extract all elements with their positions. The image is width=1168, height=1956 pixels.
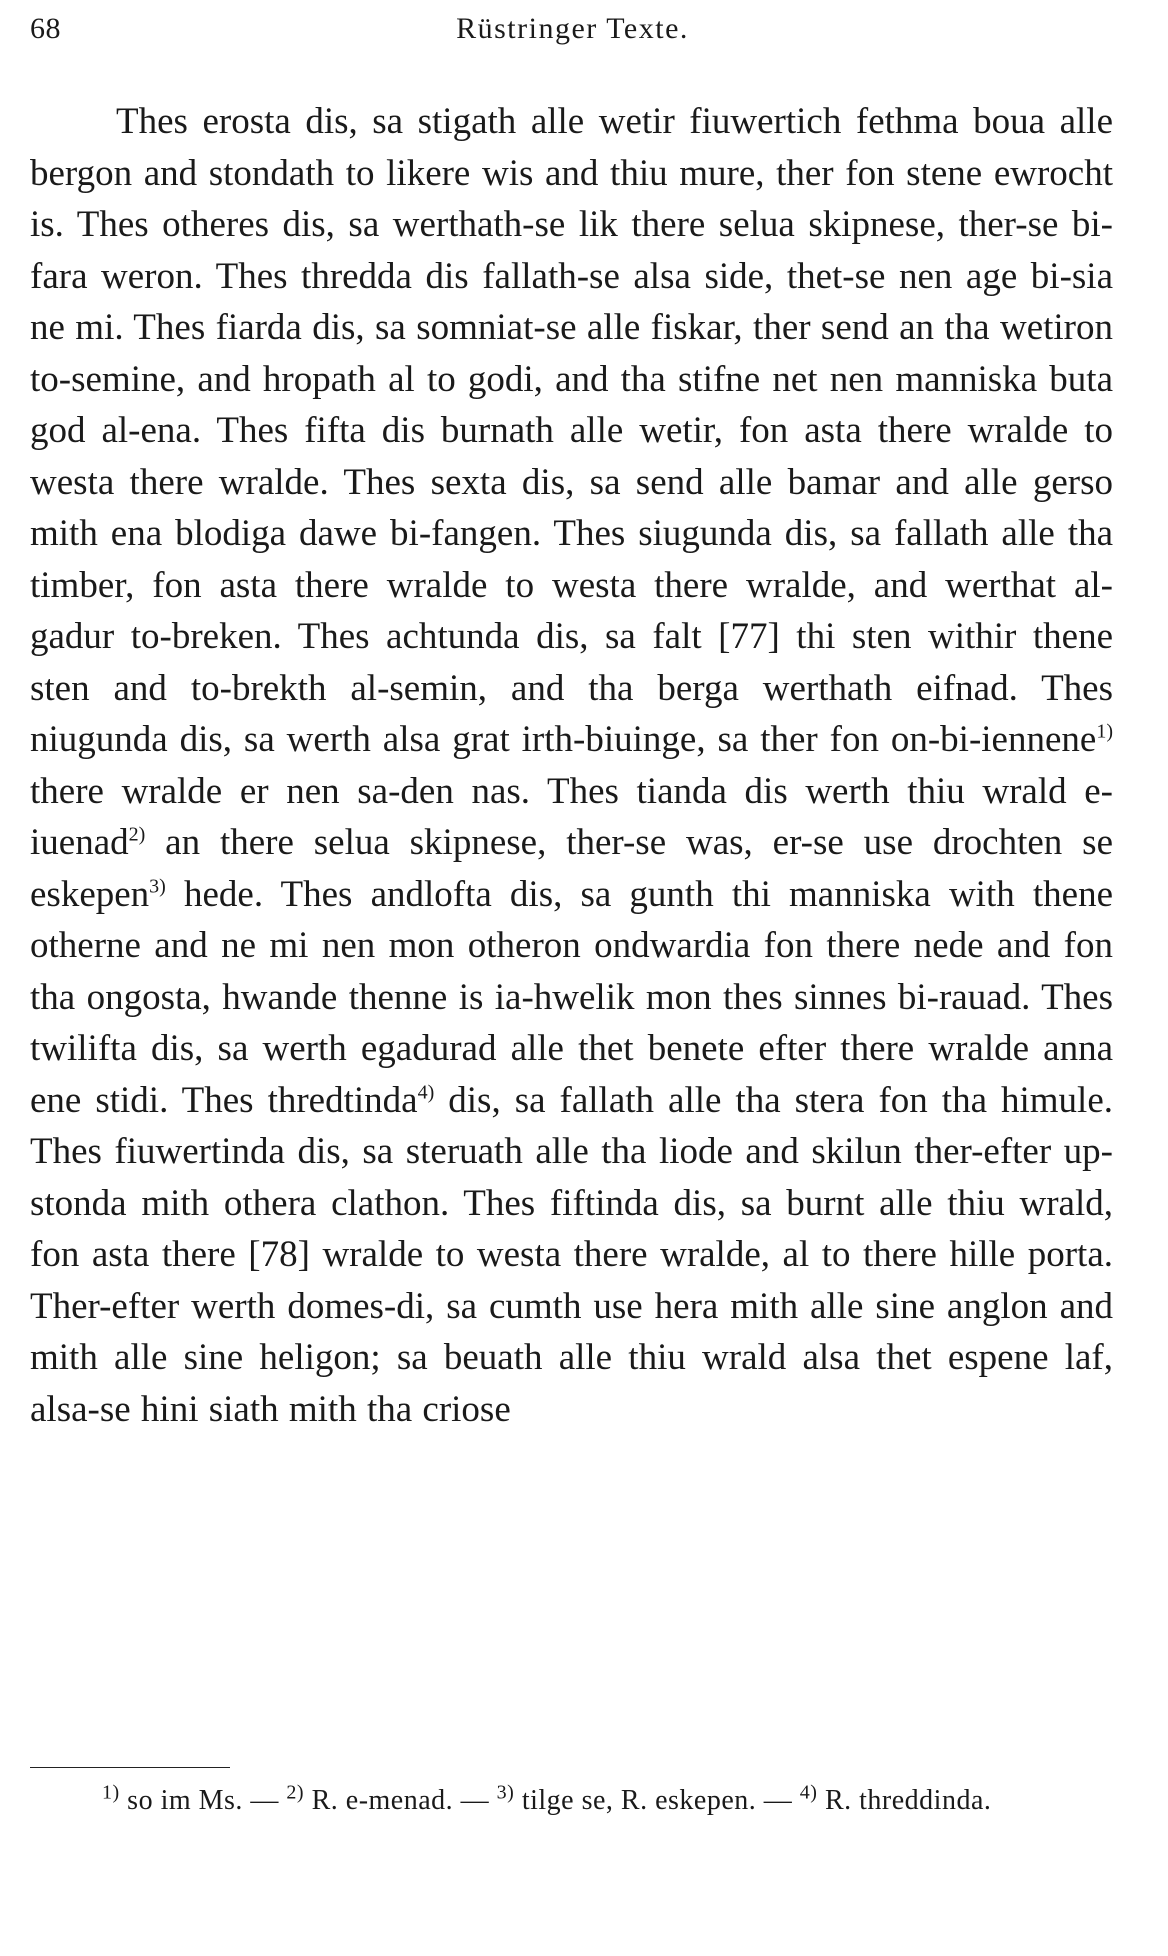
footnote-text: R. threddinda. xyxy=(817,1785,992,1816)
footnote-marker: 4) xyxy=(417,1081,435,1104)
footnote-text: tilge se, R. eskepen. — xyxy=(514,1785,800,1816)
footnote-text: R. e-menad. — xyxy=(304,1785,497,1816)
text-run: an there selua skipnese, ther-se was, er-se use drochten se eskepen xyxy=(30,822,1113,915)
footnote-number: 2) xyxy=(286,1781,305,1804)
footnote-text: so im Ms. — xyxy=(119,1785,287,1816)
footnote-marker: 1) xyxy=(1096,720,1113,743)
footnotes xyxy=(30,1780,1113,1822)
footnote-number: 1) xyxy=(102,1781,120,1804)
footnote-number: 4) xyxy=(799,1781,818,1804)
footnote-marker: 3) xyxy=(149,875,166,898)
body-paragraph xyxy=(30,96,1113,1435)
page-number: 68 xyxy=(30,12,61,45)
footnote-marker: 2) xyxy=(128,823,146,846)
text-run: there wralde er nen sa-den nas. Thes tianda dis werth thiu wrald e-iuenad xyxy=(30,770,1113,863)
text-run: Thes erosta dis, sa stigath alle wetir fiuwertich fethma boua alle bergon and stondath to likere wis and thiu mure, ther fon stene ewrocht is. Thes otheres dis, sa werthath-se lik there selua skipnese, ther-se bi-fara weron. Thes thredda dis fallath-se alsa side, thet-se nen age bi-sia ne mi. Thes fiarda dis, sa somniat-se alle fiskar, ther send an tha wetiron to-semine, and hropath al to godi, and tha stifne net nen manniska buta god al-ena. Thes fifta dis burnath alle wetir, fon asta there wralde to westa there wralde. Thes sexta dis, sa send alle bamar and alle gerso mith ena blodiga dawe bi-fangen. Thes siugunda dis, sa fallath alle tha timber, fon asta there wralde to westa there wralde, and werthat al-gadur to-breken. Thes achtunda dis, sa falt [77] thi sten withir thene sten and to-brekth al-semin, and tha berga werthath eifnad. Thes niugunda dis, sa werth alsa grat irth-biuinge, sa ther fon on-bi-iennene xyxy=(30,101,1113,760)
page-header xyxy=(30,12,1115,52)
text-run: dis, sa fallath alle tha stera fon tha himule. Thes fiuwertinda dis, sa steruath alle tha liode and skilun ther-efter up-stonda mith othera clathon. Thes fiftinda dis, sa burnt alle thiu wrald, fon asta there [78] wralde to westa there wralde, al to there hille porta. Ther-efter werth domes-di, sa cumth use hera mith alle sine anglon and mith alle sine heligon; sa beuath alle thiu wrald alsa thet espene laf, alsa-se hini siath mith tha criose xyxy=(30,1079,1113,1430)
footnote-divider xyxy=(30,1767,230,1768)
running-title: Rüstringer Texte. xyxy=(456,12,689,45)
footnote-number: 3) xyxy=(496,1781,515,1804)
text-run: hede. Thes andlofta dis, sa gunth thi manniska with thene otherne and ne mi nen mon otheron ondwardia fon there nede and fon tha ongosta, hwande thenne is ia-hwelik mon thes sinnes bi-rauad. Thes twilifta dis, sa werth egadurad alle thet benete efter there wralde anna ene stidi. Thes thredtinda xyxy=(30,873,1113,1121)
